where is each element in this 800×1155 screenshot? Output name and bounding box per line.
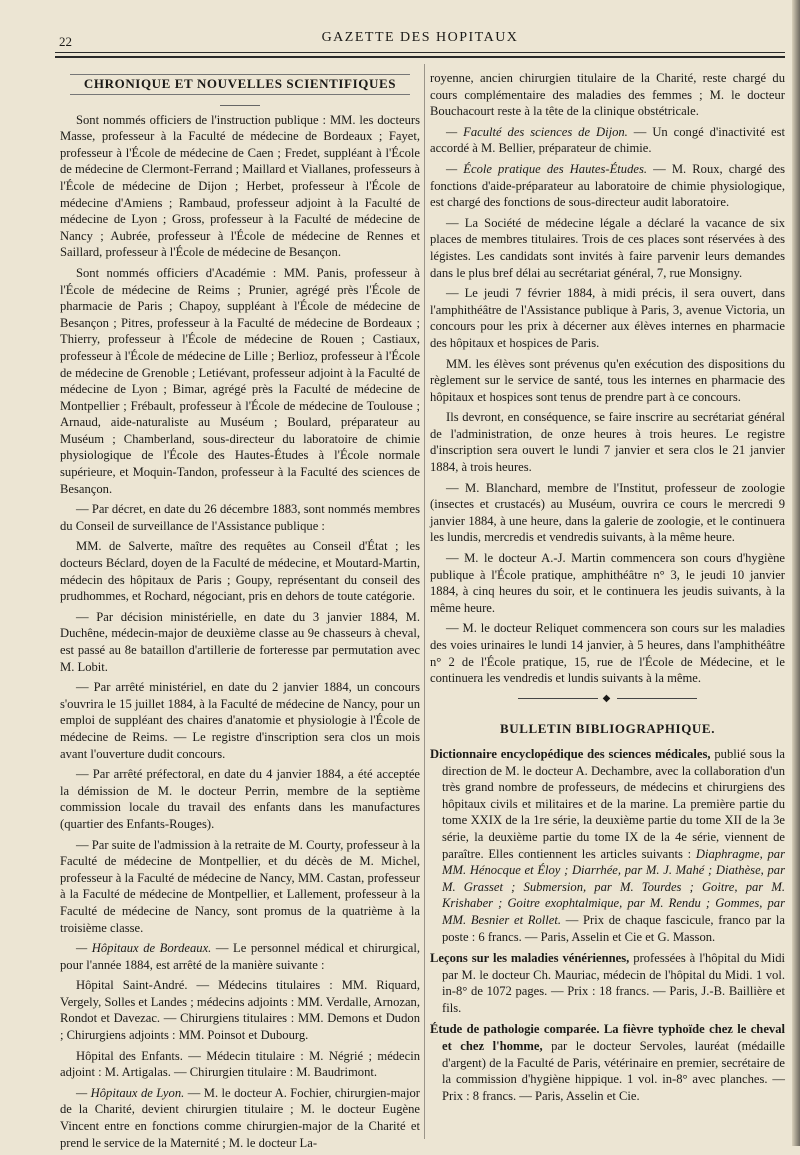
paragraph-membres-conseil: MM. de Salverte, maître des requêtes au Conseil d'État ; les docteurs Béclard, doyen de la Faculté de médecine, et Moutard-Martin, médecin des hôpitaux de Paris ; Goupy, représentant du conseil des prudhommes, et Rochard, négociant, pris en dehors de toute catégorie. (60, 539, 420, 604)
page-number: 22 (59, 34, 72, 49)
bib-text-etude: par le docteur Servoles, lauréat (médaille d'argent) de la Faculté de Paris, vétérinaire en premier, secrétaire de la commission d'hygiène hippique. 1 vol. in-8° avec planches. — Prix : 8 francs. — Paris, Asselin et Cie. (442, 1039, 786, 1103)
bib-text-dictionnaire-a: publié sous la direction de M. le docteur A. Dechambre, avec la collaboration d'un très grand nombre de professeurs, de médecins et chirurgiens des hôpitaux civils et militaires et de la marine. La première partie du tome XXIX de la 1re série, la deuxième partie du tome XII de la 3e série, la deuxième partie du tome IX de la 4e série, viennent de paraître. Elles contiennent les articles suivants : (442, 746, 785, 861)
bib-title-etude: Étude de pathologie comparée. La fièvre typhoïde chez le cheval et chez l'homme, (430, 1022, 785, 1054)
paragraph-concours-nancy: — Par arrêté ministériel, en date du 2 janvier 1884, un concours s'ouvrira le 15 juillet 1884, à la Faculté de médecine de Nancy, pour un emploi de suppléant des chaires d'anatomie et physiologie à l'École de médecine de Reims. — Le registre d'inscription sera clos un mois avant l'ouverture dudit concours. (60, 680, 420, 761)
text-hopitaux-lyon: — M. le docteur A. Fochier, chirurgien-major de la Charité, devient chirurgien titulaire ; M. le docteur Eugène Vincent entre en fonctions comme chirurgien-major de la Charité et prend le service de la Maternité ; M. le docteur La- (60, 1085, 420, 1150)
paragraph-inscription: Ils devront, en conséquence, se faire inscrire au secrétariat général de l'administration, de onze heures à trois heures. Le registre d'inscription sera ouvert le lundi 7 janvier et sera clos le 21 janvier 1884, à trois heures. (430, 410, 785, 475)
bib-title-lecons: Leçons sur les maladies vénériennes, (430, 951, 630, 966)
section-title-bulletin: BULLETIN BIBLIOGRAPHIQUE. (499, 721, 716, 737)
paragraph-eleves-prevenus: MM. les élèves sont prévenus qu'en exécution des dispositions du règlement sur le service de santé, tous les internes en pharmacie des hôpitaux et hospices sont tenus de prendre part à ce concours. (430, 356, 785, 404)
section-ornament: ◆ (430, 691, 785, 708)
paragraph-decret-conseil: — Par décret, en date du 26 décembre 1883, sont nommés membres du Conseil de surveillance de l'Assistance publique : (60, 502, 420, 533)
paragraph-hopital-enfants: Hôpital des Enfants. — Médecin titulaire : M. Négrié ; médecin adjoint : M. Artigalas. — Chirurgien titulaire : M. Baudrimont. (60, 1048, 420, 1080)
section-title-chronique: CHRONIQUE ET NOUVELLES SCIENTIFIQUES (70, 74, 410, 95)
column-separator (424, 64, 425, 1139)
heading-hopitaux-bordeaux: — Hôpitaux de Bordeaux. (76, 941, 212, 956)
left-column (60, 70, 420, 1155)
header-rule-thick (55, 56, 785, 58)
paragraph-officiers-academie: Sont nommés officiers d'Académie : MM. Panis, professeur à l'École de médecine de Reims ; Prunier, agrégé près l'École de pharmacie de Paris ; Chapoy, suppléant à l'École de médecine de Besançon ; Pitres, professeur à la Faculté de médecine de Bordeaux ; Thierry, professeur à l'École de médecine de Rouen ; Castiaux, professeur à l'École de médecine de Lille ; Berlioz, professeur à l'École de médecine de Grenoble ; Letiévant, professeur adjoint à la Faculté de médecine de Lyon ; Bimar, agrégé près la Faculté de médecine de Montpellier ; Frébault, professeur à l'École de médecine de Toulouse ; Arnaud, aide-naturaliste au Muséum ; Boulard, préparateur au Muséum ; Chamberland, sous-directeur du laboratoire de chimie physiologique de l'École des Hautes-Études à l'École normale supérieure, et Moquin-Tandon, professeur à la Faculté des sciences de Besançon. (60, 265, 420, 496)
heading-hautes-etudes: — École pratique des Hautes-Études. (446, 161, 648, 176)
title-ornament-rule (220, 105, 260, 106)
paragraph-officiers-instruction: Sont nommés officiers de l'instruction publique : MM. les docteurs Masse, professeur à la Faculté de médecine de Bordeaux ; Fayet, professeur à l'École de médecine de Caen ; Fredet, suppléant à l'École de médecine de Clermont-Ferrand ; Maillard et Viallanes, professeurs à l'École de médecine de Dijon ; Herbet, professeur à l'École de médecine d'Amiens ; Rambaud, professeur adjoint à la Faculté de médecine de Lyon ; Gross, professeur à la Faculté de médecine de Nancy ; Aubrée, professeur à l'École de médecine de Rennes et Saillard, professeur à l'École de médecine de Besançon. (60, 112, 420, 260)
paragraph-concours-pharmacie: — Le jeudi 7 février 1884, à midi précis, il sera ouvert, dans l'amphithéâtre de l'Assistance publique à Paris, 3, avenue Victoria, un concours pour les prix à décerner aux élèves internes en pharmacie des hôpitaux et hospices de Paris. (430, 286, 785, 350)
paragraph-faculte-dijon (430, 124, 785, 157)
text-hopitaux-bordeaux: — Le personnel médical et chirurgical, pour l'année 1884, est arrêté de la manière suivante : (60, 941, 420, 972)
paragraph-decision-ministerielle: — Par décision ministérielle, en date du 3 janvier 1884, M. Duchêne, médecin-major de deuxième classe au 9e chasseurs à cheval, est passé au 8e bataillon d'artillerie de forteresse par permutation avec M. Lobit. (60, 609, 420, 674)
paragraph-societe-medecine-legale: — La Société de médecine légale a déclaré la vacance de six places de membres titulaires. Trois de ces places sont réservées à des légistes. Les candidats sont invités à faire parvenir leurs demandes dans le plus bref délai au secrétariat général, 7, rue Monsigny. (430, 215, 785, 280)
paragraph-hopitaux-bordeaux (60, 940, 420, 973)
bib-text-dictionnaire-prix: — Prix de chaque fascicule, franco par la poste : 6 francs. — Paris, Asselin et Cie et G. Masson. (442, 912, 786, 944)
text-hautes-etudes: — M. Roux, chargé des fonctions d'aide-préparateur au laboratoire de chimie physiologique, est chargé des fonctions de sous-directeur audit laboratoire. (430, 161, 785, 210)
paragraph-blanchard: — M. Blanchard, membre de l'Institut, professeur de zoologie (insectes et crustacés) au Muséum, ouvrira ce cours le mercredi 9 janvier 1884, à une heure, dans la galerie de zoologie, et le continuera les lundis, mercredis et vendredis suivants, à la même heure. (430, 480, 785, 545)
heading-hopitaux-lyon: — Hôpitaux de Lyon. (76, 1085, 185, 1100)
paragraph-arrete-prefectoral: — Par arrêté préfectoral, en date du 4 janvier 1884, a été acceptée la démission de M. le docteur Perrin, membre de la septième commission locale du travail des enfants dans les manufactures (quartier des Enfants-Rouges). (60, 767, 420, 831)
paragraph-martin: — M. le docteur A.-J. Martin commencera son cours d'hygiène publique à l'École pratique, amphithéâtre n° 3, le jeudi 10 janvier 1884, à cinq heures du soir, et le continuera les jeudis suivants, à la même heure. (430, 551, 785, 615)
right-column (430, 70, 785, 1109)
paragraph-saint-andre: Hôpital Saint-André. — Médecins titulaires : MM. Riquard, Vergely, Solles et Landes ; médecins adjoints : MM. Verdalle, Arnozan, Rondot et Davezac. — Chirurgiens titulaires : MM. Demons et Dudon ; Chirurgiens adjoints : MM. Poinsot et Dubourg. (60, 978, 420, 1043)
running-title: GAZETTE DES HOPITAUX (321, 30, 519, 45)
paragraph-hopitaux-lyon (60, 1085, 420, 1151)
text-faculte-dijon: — Un congé d'inactivité est accordé à M. Bellier, préparateur de chimie. (430, 124, 786, 156)
paragraph-retraite-courty: — Par suite de l'admission à la retraite de M. Courty, professeur à la Faculté de médecine de Montpellier, et du décès de M. Michel, professeur à la Faculté de médecine de Nancy, MM. Castan, professeur à la Faculté de médecine de Montpellier, et Lallement, professeur à la Faculté de médecine de Nancy, sont promus de la quatrième à la troisième classe. (60, 837, 420, 935)
paragraph-continuation-lyon: royenne, ancien chirurgien titulaire de la Charité, reste chargé du cours complémentaire des maladies des femmes ; M. le docteur Bouchacourt reste à la tête de la clinique obstétricale. (430, 71, 785, 119)
bib-entry-dictionnaire (430, 746, 785, 945)
bib-entry-lecons (430, 950, 785, 1016)
page-edge-shadow (792, 0, 800, 1146)
paragraph-reliquet: — M. le docteur Reliquet commencera son cours sur les maladies des voies urinaires le lundi 14 janvier, à 5 heures, dans l'amphithéâtre n° 2 de l'École pratique, 15, rue de l'École de Médecine, et le continuera les vendredis et lundis suivants à la même. (430, 621, 785, 686)
heading-faculte-dijon: — Faculté des sciences de Dijon. (446, 124, 628, 139)
bib-text-dictionnaire-articles: Diaphragme, par MM. Hénocque et Éloy ; Diarrhée, par M. J. Mahé ; Diathèse, par M. Grasset ; Submersion, par M. Tourdes ; Goitre, par M. Krishaber ; Goitre exophtalmique, par M. Rendu ; Gommes, par MM. Besnier et Rollet. (442, 846, 785, 927)
bib-title-dictionnaire: Dictionnaire encyclopédique des sciences médicales, (430, 746, 711, 761)
header-rule-thin (55, 52, 785, 53)
bib-text-lecons: professées à l'hôpital du Midi par M. le docteur Ch. Mauriac, médecin de l'hôpital du Midi. 1 vol. in-8° de 1072 pages. — Prix : 18 francs. — Paris, J.-B. Baillière et fils. (442, 951, 786, 1015)
paragraph-hautes-etudes (430, 161, 785, 211)
bib-entry-etude (430, 1021, 785, 1104)
